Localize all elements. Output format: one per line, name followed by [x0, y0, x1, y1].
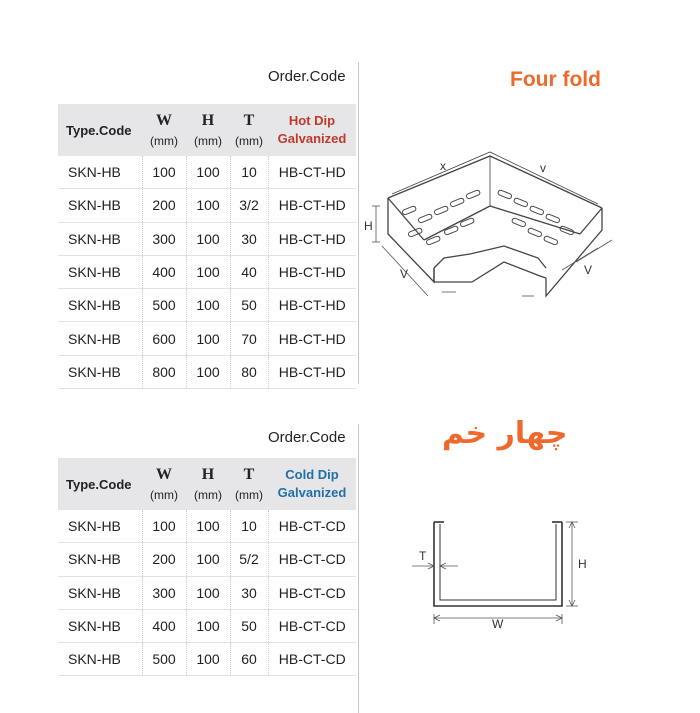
- h-cell: 100: [186, 322, 230, 355]
- w-header: [142, 104, 186, 156]
- h-header: [186, 104, 230, 156]
- t-cell: 10: [230, 510, 268, 543]
- h-header-unit: (mm): [194, 488, 222, 502]
- order-code-cell: HB-CT-HD: [268, 322, 356, 355]
- h-cell: 100: [186, 643, 230, 676]
- w-header-letter: W: [156, 112, 172, 129]
- cold-dip-spec-table: [58, 458, 356, 676]
- profile-label-w: W: [492, 617, 504, 631]
- table-row: [58, 643, 356, 676]
- h-cell: 100: [186, 222, 230, 255]
- h-cell: 100: [186, 355, 230, 388]
- w-cell: 100: [142, 510, 186, 543]
- t-header-letter: T: [243, 112, 255, 129]
- t-cell: 50: [230, 289, 268, 322]
- h-cell: 100: [186, 609, 230, 642]
- iso-label-v: v: [540, 161, 546, 175]
- order-code-cell: HB-CT-CD: [268, 543, 356, 576]
- type-code-cell: SKN-HB: [58, 156, 142, 189]
- w-header-unit: (mm): [150, 134, 178, 148]
- coating-header-line2: Galvanized: [277, 485, 347, 500]
- type-code-cell: SKN-HB: [58, 510, 142, 543]
- iso-label-v-right: V: [584, 263, 593, 277]
- h-header-letter: H: [201, 112, 215, 129]
- t-cell: 40: [230, 255, 268, 288]
- w-header-letter: W: [156, 466, 172, 483]
- four-fold-isometric-diagram: [362, 150, 630, 325]
- w-cell: 400: [142, 609, 186, 642]
- h-cell: 100: [186, 289, 230, 322]
- order-code-cell: HB-CT-HD: [268, 255, 356, 288]
- w-cell: 200: [142, 543, 186, 576]
- type-code-cell: SKN-HB: [58, 322, 142, 355]
- hot-order-code-label: Order.Code: [268, 68, 346, 85]
- t-cell: 5/2: [230, 543, 268, 576]
- table-row: [58, 255, 356, 288]
- t-cell: 70: [230, 322, 268, 355]
- h-cell: 100: [186, 543, 230, 576]
- type-code-cell: SKN-HB: [58, 643, 142, 676]
- profile-label-h: H: [578, 557, 587, 571]
- order-code-cell: HB-CT-CD: [268, 643, 356, 676]
- table-row: [58, 289, 356, 322]
- t-header: [230, 458, 268, 510]
- t-cell: 80: [230, 355, 268, 388]
- t-header: [230, 104, 268, 156]
- h-header: [186, 458, 230, 510]
- product-title-english: Four fold: [510, 68, 601, 91]
- t-cell: 50: [230, 609, 268, 642]
- w-cell: 600: [142, 322, 186, 355]
- iso-label-v-left: V: [400, 267, 409, 281]
- profile-label-t: T: [419, 549, 427, 563]
- type-code-cell: SKN-HB: [58, 355, 142, 388]
- coating-header: [268, 104, 356, 156]
- type-code-cell: SKN-HB: [58, 222, 142, 255]
- order-code-cell: HB-CT-HD: [268, 289, 356, 322]
- cold-divider-line: [358, 424, 359, 713]
- cold-order-code-label: Order.Code: [268, 429, 346, 446]
- cold-table-header-row: [58, 458, 356, 510]
- h-cell: 100: [186, 576, 230, 609]
- type-code-cell: SKN-HB: [58, 543, 142, 576]
- w-cell: 800: [142, 355, 186, 388]
- hot-dip-spec-table: [58, 104, 356, 389]
- t-header-unit: (mm): [235, 488, 263, 502]
- t-cell: 30: [230, 222, 268, 255]
- h-cell: 100: [186, 510, 230, 543]
- w-cell: 200: [142, 189, 186, 222]
- table-row: [58, 609, 356, 642]
- order-code-cell: HB-CT-HD: [268, 156, 356, 189]
- table-row: [58, 510, 356, 543]
- t-cell: 10: [230, 156, 268, 189]
- hot-divider-line: [358, 62, 359, 384]
- w-cell: 500: [142, 643, 186, 676]
- type-code-cell: SKN-HB: [58, 576, 142, 609]
- table-row: [58, 576, 356, 609]
- type-code-cell: SKN-HB: [58, 609, 142, 642]
- w-cell: 100: [142, 156, 186, 189]
- order-code-cell: HB-CT-HD: [268, 189, 356, 222]
- t-cell: 30: [230, 576, 268, 609]
- w-cell: 500: [142, 289, 186, 322]
- h-cell: 100: [186, 255, 230, 288]
- u-profile-section-diagram: [408, 510, 590, 632]
- table-row: [58, 543, 356, 576]
- w-cell: 300: [142, 222, 186, 255]
- coating-header: [268, 458, 356, 510]
- t-header-letter: T: [243, 466, 255, 483]
- coating-header-line2: Galvanized: [277, 131, 347, 146]
- w-cell: 400: [142, 255, 186, 288]
- order-code-cell: HB-CT-HD: [268, 222, 356, 255]
- hot-table-header-row: [58, 104, 356, 156]
- w-header: [142, 458, 186, 510]
- w-cell: 300: [142, 576, 186, 609]
- h-header-letter: H: [201, 466, 215, 483]
- order-code-cell: HB-CT-CD: [268, 576, 356, 609]
- t-cell: 3/2: [230, 189, 268, 222]
- table-row: [58, 355, 356, 388]
- coating-header-line1: Cold Dip: [285, 467, 339, 482]
- coating-header-line1: Hot Dip: [288, 113, 336, 128]
- h-cell: 100: [186, 189, 230, 222]
- t-header-unit: (mm): [235, 134, 263, 148]
- iso-label-x: x: [440, 159, 446, 173]
- type-code-cell: SKN-HB: [58, 255, 142, 288]
- product-title-persian: چهار خم: [442, 416, 568, 451]
- iso-label-h: H: [364, 219, 373, 233]
- w-header-unit: (mm): [150, 488, 178, 502]
- order-code-cell: HB-CT-CD: [268, 510, 356, 543]
- table-row: [58, 322, 356, 355]
- t-cell: 60: [230, 643, 268, 676]
- type-code-header: Type.Code: [58, 458, 142, 510]
- order-code-cell: HB-CT-CD: [268, 609, 356, 642]
- order-code-cell: HB-CT-HD: [268, 355, 356, 388]
- table-row: [58, 156, 356, 189]
- table-row: [58, 222, 356, 255]
- type-code-cell: SKN-HB: [58, 189, 142, 222]
- h-header-unit: (mm): [194, 134, 222, 148]
- type-code-header: Type.Code: [58, 104, 142, 156]
- table-row: [58, 189, 356, 222]
- type-code-cell: SKN-HB: [58, 289, 142, 322]
- h-cell: 100: [186, 156, 230, 189]
